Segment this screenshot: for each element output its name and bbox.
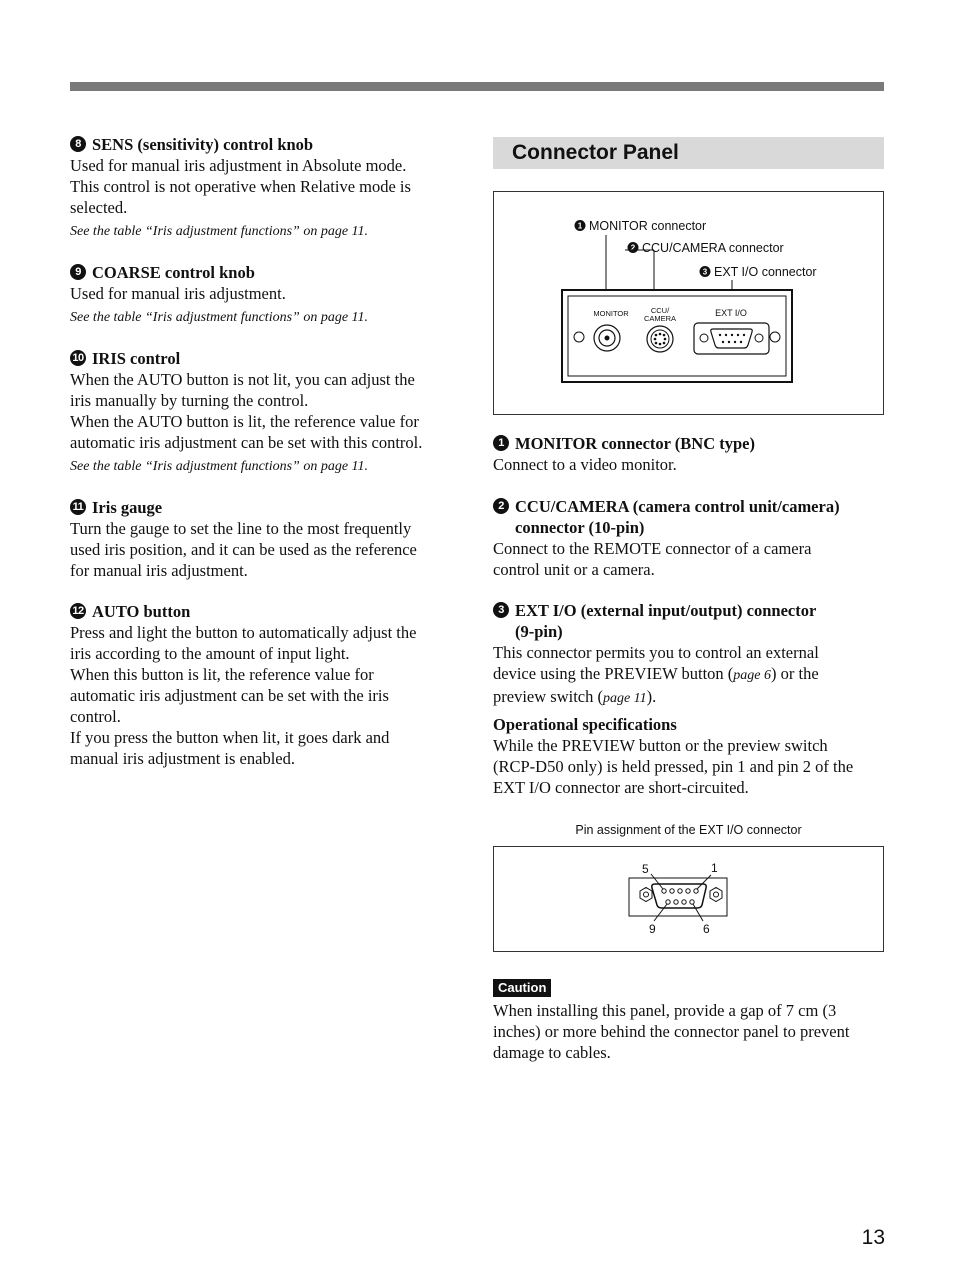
text-line: If you press the button when lit, it goes dark and: [70, 728, 390, 747]
item-coarse: [70, 262, 455, 327]
title-line: CCU/CAMERA (camera control unit/camera): [515, 497, 840, 516]
item-body: [70, 283, 455, 304]
ext-pin: [737, 334, 739, 336]
ext-pin: [722, 341, 724, 343]
ccu-pin: [664, 338, 667, 341]
title-line: (9-pin): [515, 622, 563, 641]
page-reference: page 6: [733, 668, 771, 683]
item-body: [70, 155, 455, 218]
item-heading: [493, 433, 885, 454]
operational-specifications: [493, 714, 885, 798]
section-title: Connector Panel: [493, 137, 884, 169]
text-line: Connect to the REMOTE connector of a camera: [493, 539, 812, 558]
panel-label-ccu: CCU/: [650, 306, 670, 315]
see-reference: See the table “Iris adjustment functions” on page 11.: [70, 224, 368, 239]
text-fragment: ).: [646, 687, 657, 706]
pin-label-5: 5: [642, 862, 649, 876]
pin-label-6: 6: [703, 922, 710, 936]
ext-pin: [740, 341, 742, 343]
text-line: When this button is lit, the reference value for: [70, 665, 374, 684]
item-title: AUTO button: [92, 602, 191, 621]
screw-icon: [770, 332, 780, 342]
item-heading: [493, 600, 885, 642]
item-body: [70, 622, 455, 769]
item-title: COARSE control knob: [92, 263, 255, 282]
text-line: inches) or more behind the connector panel to prevent: [493, 1022, 850, 1041]
pin-5: [662, 889, 666, 893]
text-line: iris manually by turning the control.: [70, 391, 309, 410]
number-badge: 3: [493, 602, 509, 618]
number-badge: 11: [70, 499, 86, 515]
item-heading: [70, 134, 455, 155]
item-title: SENS (sensitivity) control knob: [92, 135, 314, 154]
item-body: [70, 518, 455, 581]
panel-label-ext: EXT I/O: [715, 308, 747, 318]
text-line: [493, 686, 885, 709]
ext-pin: [719, 334, 721, 336]
text-line: Turn the gauge to set the line to the most frequently: [70, 519, 412, 538]
number-badge: 2: [493, 498, 509, 514]
text-line: While the PREVIEW button or the preview switch: [493, 736, 828, 755]
pin-assignment-caption: Pin assignment of the EXT I/O connector: [575, 823, 802, 837]
pin-9: [666, 900, 670, 904]
text-line: When the AUTO button is lit, the reference value for: [70, 412, 419, 431]
page-number: 13: [861, 1226, 885, 1249]
title-line: connector (10-pin): [515, 518, 645, 537]
title-line: EXT I/O (external input/output) connector: [515, 601, 817, 620]
text-line: When installing this panel, provide a gap of 7 cm (3: [493, 1001, 837, 1020]
ccu-pin: [655, 334, 658, 337]
item-iris-control: [70, 348, 455, 476]
text-line: When the AUTO button is not lit, you can adjust the: [70, 370, 415, 389]
number-badge: 8: [70, 136, 86, 152]
item-body: [493, 538, 885, 580]
ccu-pin: [663, 334, 666, 337]
ext-screw-icon: [700, 334, 708, 342]
ext-pin: [734, 341, 736, 343]
item-body: [493, 642, 885, 709]
top-rule: [70, 82, 884, 91]
text-line: automatic iris adjustment can be set with the iris: [70, 686, 389, 705]
item-heading: [70, 601, 455, 622]
item-title: MONITOR connector (BNC type): [515, 434, 755, 453]
ext-connector-icon: [711, 329, 753, 348]
item-heading: [493, 496, 885, 538]
text-line: control.: [70, 707, 121, 726]
text-line: selected.: [70, 198, 128, 217]
caution-badge: Caution: [493, 979, 551, 997]
ext-pin: [728, 341, 730, 343]
item-ccu-connector: [493, 496, 885, 580]
connector-panel-diagram: [493, 191, 884, 415]
screw-icon: [574, 332, 584, 342]
text-line: iris according to the amount of input light.: [70, 644, 350, 663]
text-fragment: preview switch (: [493, 687, 603, 706]
callout-number: 2: [630, 243, 636, 253]
callout-label-monitor: MONITOR connector: [589, 219, 707, 233]
text-line: used iris position, and it can be used as the reference: [70, 540, 417, 559]
panel-label-camera: CAMERA: [643, 314, 677, 323]
pin-assignment-diagram: [493, 846, 884, 952]
callout-number: 1: [577, 221, 583, 231]
opspec-title: Operational specifications: [493, 715, 677, 734]
bnc-pin: [605, 336, 610, 341]
text-line: [493, 663, 885, 686]
pin-8: [674, 900, 678, 904]
ccu-pin: [655, 342, 658, 345]
ext-pin: [731, 334, 733, 336]
hex-nut-icon: [710, 888, 722, 902]
text-line: This connector permits you to control an external: [493, 643, 819, 662]
item-heading: [70, 348, 455, 369]
item-auto-button: [70, 601, 455, 769]
see-reference: See the table “Iris adjustment functions” on page 11.: [70, 459, 368, 474]
item-body: [70, 369, 455, 453]
text-line: (RCP-D50 only) is held pressed, pin 1 and pin 2 of the: [493, 757, 854, 776]
number-badge: 1: [493, 435, 509, 451]
number-badge: 9: [70, 264, 86, 280]
caution-text: [493, 1000, 885, 1063]
pin-1: [694, 889, 698, 893]
pin-assignment-figure: [494, 847, 883, 951]
ext-pin: [743, 334, 745, 336]
text-line: Used for manual iris adjustment.: [70, 284, 286, 303]
opspec-body: [493, 735, 885, 798]
pin-4: [670, 889, 674, 893]
item-monitor-connector: [493, 433, 885, 475]
text-line: damage to cables.: [493, 1043, 611, 1062]
number-badge: 10: [70, 350, 86, 366]
ccu-pin: [659, 333, 662, 336]
text-line: control unit or a camera.: [493, 560, 655, 579]
item-title: Iris gauge: [92, 498, 163, 517]
item-ext-connector: [493, 600, 885, 709]
item-title: [515, 600, 816, 642]
item-heading: [70, 497, 455, 518]
text-line: This control is not operative when Relative mode is: [70, 177, 411, 196]
pin-3: [678, 889, 682, 893]
connector-panel-figure: [494, 192, 883, 414]
ext-screw-icon: [755, 334, 763, 342]
item-sens: [70, 134, 455, 241]
text-line: EXT I/O connector are short-circuited.: [493, 778, 749, 797]
text-fragment: device using the PREVIEW button (: [493, 664, 734, 683]
hex-nut-icon: [640, 888, 652, 902]
ccu-pin: [663, 342, 666, 345]
callout-number: 3: [702, 267, 708, 277]
pin-label-1: 1: [711, 861, 718, 875]
item-body: [493, 454, 885, 475]
text-line: automatic iris adjustment can be set with this control.: [70, 433, 423, 452]
callout-label-ccu: CCU/CAMERA connector: [642, 241, 784, 255]
text-line: Used for manual iris adjustment in Absolute mode.: [70, 156, 407, 175]
see-reference: See the table “Iris adjustment functions” on page 11.: [70, 310, 368, 325]
text-line: Connect to a video monitor.: [493, 455, 677, 474]
item-title: IRIS control: [92, 349, 181, 368]
ccu-pin: [654, 338, 657, 341]
item-iris-gauge: [70, 497, 455, 581]
ext-pin: [725, 334, 727, 336]
text-line: for manual iris adjustment.: [70, 561, 248, 580]
number-badge: 12: [70, 603, 86, 619]
item-title: [515, 496, 840, 538]
pin-label-9: 9: [649, 922, 656, 936]
pin-7: [682, 900, 686, 904]
text-line: manual iris adjustment is enabled.: [70, 749, 295, 768]
callout-label-ext: EXT I/O connector: [714, 265, 817, 279]
pin-6: [690, 900, 694, 904]
panel-label-monitor: MONITOR: [593, 309, 629, 318]
text-line: Press and light the button to automatically adjust the: [70, 623, 417, 642]
pin-2: [686, 889, 690, 893]
text-fragment: ) or the: [771, 664, 819, 683]
item-heading: [70, 262, 455, 283]
ccu-pin: [659, 343, 662, 346]
page-reference: page 11: [602, 691, 647, 706]
